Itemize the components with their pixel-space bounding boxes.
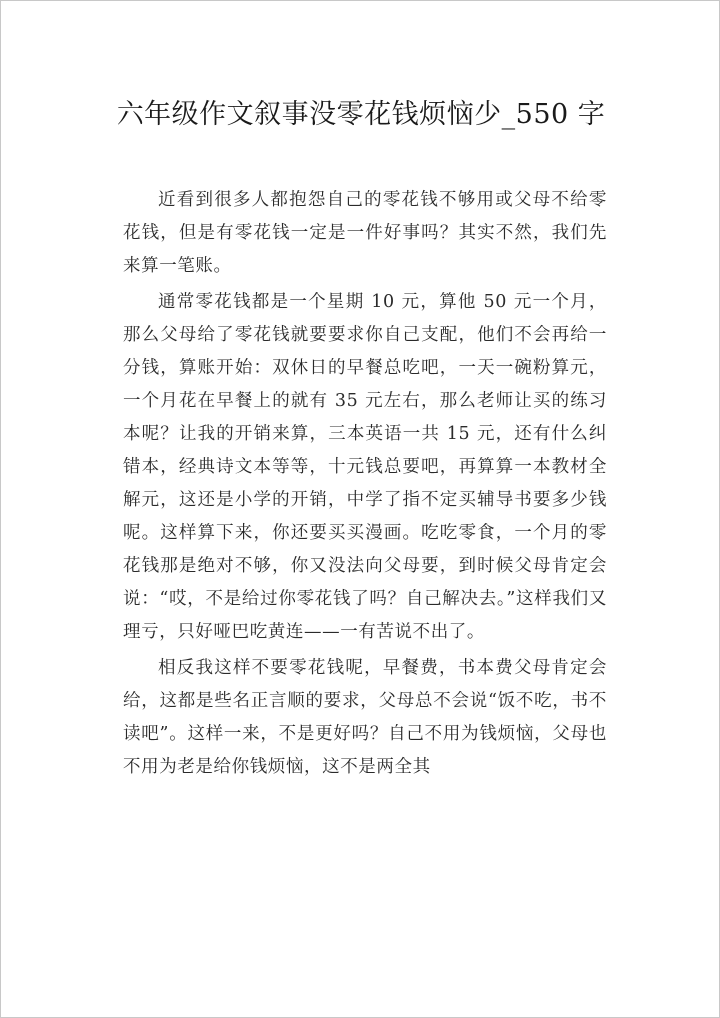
document-body	[123, 184, 607, 787]
paragraph-3: 相反我这样不要零花钱呢，早餐费，书本费父母肯定会给，这都是些名正言顺的要求，父母总不会说“饭不吃，书不读吧”。这样一来，不是更好吗？自己不用为钱烦恼，父母也不用为老是给你钱烦恼，这不是两全其	[123, 658, 607, 777]
document-title: 六年级作文叙事没零花钱烦恼少_550 字	[116, 99, 606, 130]
paragraph-1: 近看到很多人都抱怨自己的零花钱不够用或父母不给零花钱，但是有零花钱一定是一件好事吗？其实不然，我们先来算一笔账。	[123, 190, 607, 276]
paragraph-2: 通常零花钱都是一个星期 10 元，算他 50 元一个月，那么父母给了零花钱就要要求你自己支配，他们不会再给一分钱，算账开始：双休日的早餐总吃吧，一天一碗粉算元，一个月花在早餐上的就有 35 元左右，那么老师让买的练习本呢？让我的开销来算，三本英语一共 15 元，还有什么纠错本，经典诗文本等等，十元钱总要吧，再算算一本教材全解元，这还是小学的开销，中学了指不定买辅导书要多少钱呢。这样算下来，你还要买买漫画。吃吃零食，一个月的零花钱那是绝对不够，你又没法向父母要，到时候父母肯定会说：“哎，不是给过你零花钱了吗？自己解决去。”这样我们又理亏，只好哑巴吃黄连——一有苦说不出了。	[123, 292, 607, 642]
